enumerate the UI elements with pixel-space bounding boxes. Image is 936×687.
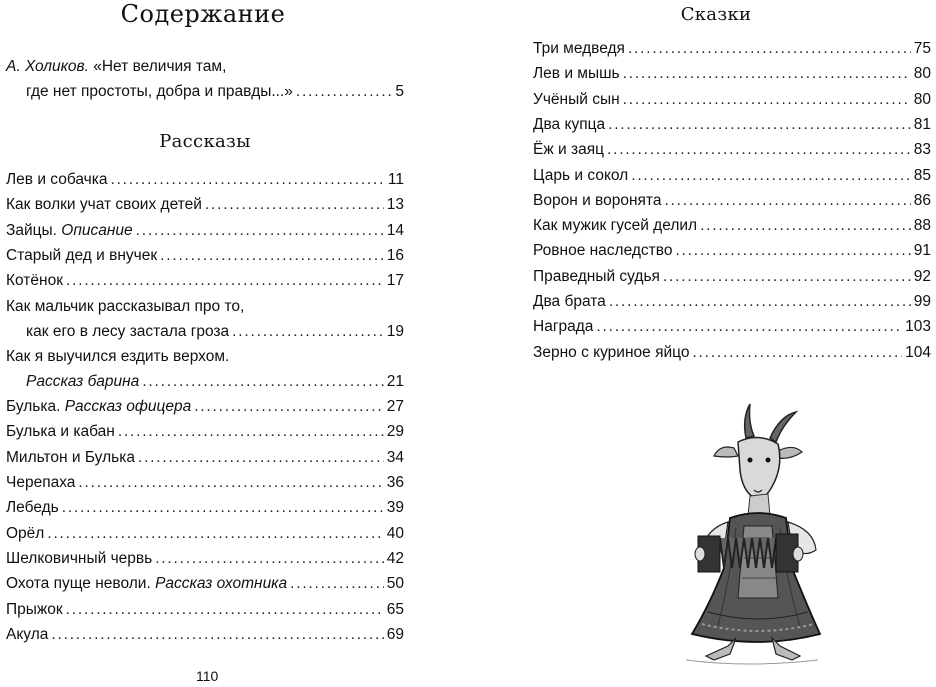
page-ref: 86 (913, 191, 931, 209)
page-ref: 104 (905, 343, 931, 361)
page-ref: 81 (913, 115, 931, 133)
toc-entry-title (533, 317, 593, 337)
page-ref: 21 (386, 372, 404, 390)
leader-dots (290, 574, 384, 594)
page-ref: 103 (905, 318, 931, 336)
toc-entry-text: Шелковичный червь (6, 549, 153, 567)
toc-entry[interactable] (6, 524, 404, 544)
page-ref: 19 (386, 322, 404, 340)
page-ref: 42 (386, 549, 404, 567)
leader-dots (692, 343, 902, 363)
preface-line-2[interactable] (6, 82, 404, 102)
toc-entry[interactable] (6, 549, 404, 569)
toc-entry-text: Учёный сын (533, 90, 620, 108)
toc-entry[interactable] (533, 64, 931, 84)
toc-entry-title (6, 524, 44, 544)
toc-entry[interactable] (6, 448, 404, 468)
toc-entry-text: Мильтон и Булька (6, 448, 135, 466)
toc-entry-title (533, 292, 606, 312)
toc-entry-text: Награда (533, 318, 594, 336)
toc-entry-text: Прыжок (6, 600, 63, 618)
toc-entry-text: Лев и мышь (533, 65, 620, 83)
toc-entry-title (533, 166, 628, 186)
toc-entry-title (533, 241, 672, 261)
page-ref: 83 (913, 141, 931, 159)
toc-entry-text: Как мужик гусей делил (533, 217, 698, 235)
goat-with-accordion-illustration (658, 398, 838, 668)
leader-dots (663, 267, 911, 287)
page-ref: 5 (395, 83, 404, 100)
toc-entry[interactable] (6, 600, 404, 620)
page-ref: 14 (386, 221, 404, 239)
page-ref: 27 (386, 398, 404, 416)
leader-dots (232, 322, 384, 342)
toc-entry-subtitle: Рассказ барина (26, 372, 140, 390)
toc-entry-text: Лебедь (6, 499, 59, 517)
leader-dots (66, 600, 384, 620)
toc-entry[interactable] (533, 140, 931, 160)
page-ref: 99 (913, 293, 931, 310)
toc-entry-title (6, 271, 63, 291)
page-ref: 17 (386, 272, 404, 290)
toc-entry-title (533, 140, 604, 160)
toc-entry[interactable] (533, 191, 931, 211)
page-title: Содержание (120, 0, 286, 28)
toc-entry[interactable] (6, 195, 404, 215)
page-ref: 80 (913, 90, 931, 108)
toc-entry[interactable] (533, 166, 931, 186)
leader-dots (296, 82, 392, 102)
page-ref: 65 (386, 600, 404, 618)
page-ref: 16 (386, 246, 404, 264)
preface-author: А. Холиков. (6, 58, 89, 75)
toc-entry-title (533, 216, 697, 236)
page-ref: 75 (913, 40, 931, 57)
leader-dots (205, 195, 384, 215)
leader-dots (118, 422, 384, 442)
leader-dots (51, 625, 383, 645)
leader-dots (194, 397, 384, 417)
toc-entry-text: Булька. (6, 398, 65, 416)
toc-entry[interactable] (6, 574, 404, 594)
toc-entry[interactable] (6, 498, 404, 518)
section-title-tales: Сказки (680, 4, 752, 25)
toc-entry-text: Лев и собачка (6, 171, 108, 188)
toc-entry-title (6, 322, 229, 342)
toc-entry[interactable] (533, 317, 931, 337)
toc-entry-title (533, 267, 660, 287)
toc-entry-title (533, 39, 625, 59)
leader-dots (78, 473, 383, 493)
section-title-stories: Рассказы (159, 131, 251, 152)
toc-entry-text: Ровное наследство (533, 242, 673, 260)
toc-entry-title (6, 397, 191, 417)
leader-dots (160, 246, 384, 266)
leader-dots (607, 140, 911, 160)
toc-entry-subtitle: Рассказ охотника (155, 575, 288, 593)
page-ref: 39 (386, 499, 404, 517)
toc-entry[interactable] (6, 422, 404, 442)
toc-entry[interactable] (6, 397, 404, 417)
preface-quote-start: «Нет величия там, (88, 58, 227, 75)
leader-dots (623, 64, 911, 84)
toc-entry-text: Старый дед и внучек (6, 246, 158, 264)
page-ref: 80 (913, 65, 931, 83)
leader-dots (609, 292, 911, 312)
toc-entry[interactable] (6, 221, 404, 241)
toc-entry-text: Орёл (6, 524, 45, 542)
toc-entry[interactable] (533, 267, 931, 287)
page-ref: 29 (386, 423, 404, 441)
toc-entry-title (6, 625, 48, 645)
toc-entry[interactable] (533, 241, 931, 261)
leader-dots (155, 549, 384, 569)
toc-entry-title (533, 191, 661, 211)
toc-entry-continuation: как его в лесу застала гроза (26, 322, 230, 340)
leader-dots (47, 524, 383, 544)
page-ref: 11 (387, 171, 404, 188)
toc-entry-line: Как мальчик рассказывал про то, (6, 297, 245, 315)
leader-dots (700, 216, 911, 236)
leader-dots (623, 90, 911, 110)
toc-entry-title (6, 372, 139, 392)
toc-entry[interactable] (533, 39, 931, 59)
toc-entry-title (6, 170, 107, 190)
preface-quote-end: где нет простоты, добра и правды...» (26, 83, 293, 100)
toc-entry-text: Три медведя (533, 40, 625, 57)
leader-dots (628, 39, 911, 59)
page-ref: 34 (386, 448, 404, 466)
page-ref: 36 (386, 474, 404, 491)
toc-entry-title (6, 448, 135, 468)
toc-entry-title (533, 115, 605, 135)
toc-entry-text: Черепаха (6, 474, 76, 491)
preface-line-1 (6, 57, 226, 77)
toc-entry-text: Два купца (533, 115, 606, 133)
toc-entry-title (533, 343, 689, 363)
toc-entry[interactable] (6, 170, 404, 190)
toc-entry[interactable] (533, 292, 931, 312)
toc-entry-title (533, 64, 620, 84)
page-ref: 40 (386, 524, 404, 542)
page-ref: 13 (386, 196, 404, 214)
toc-entry-text: Акула (6, 625, 49, 643)
toc-entry-subtitle: Описание (61, 221, 133, 239)
toc-entry-title (6, 195, 202, 215)
toc-entry-title (533, 90, 620, 110)
leader-dots (664, 191, 910, 211)
toc-entry[interactable] (533, 343, 931, 363)
toc-entry[interactable] (6, 271, 404, 291)
page-ref: 85 (913, 166, 931, 184)
toc-entry-text: Булька и кабан (6, 423, 115, 441)
toc-entry-text: Ворон и воронята (533, 191, 662, 209)
toc-entry-title (6, 574, 287, 594)
leader-dots (596, 317, 902, 337)
page-ref: 88 (913, 217, 931, 235)
toc-entry-title (6, 422, 115, 442)
toc-entry-title (6, 549, 152, 569)
toc-entry-title (6, 246, 157, 266)
toc-entry-title (6, 498, 59, 518)
toc-entry[interactable] (6, 473, 404, 493)
page-ref: 92 (913, 267, 931, 285)
toc-entry-text: Котёнок (6, 272, 63, 290)
leader-dots (138, 448, 384, 468)
page-number: 110 (196, 668, 219, 684)
toc-entry[interactable] (6, 625, 404, 645)
leader-dots (62, 498, 384, 518)
toc-entry-text: Охота пуще неволи. (6, 575, 156, 593)
toc-entry[interactable] (6, 372, 404, 392)
toc-entry[interactable] (533, 115, 931, 135)
page-ref: 50 (386, 575, 404, 593)
toc-entry[interactable] (6, 246, 404, 266)
toc-entry-subtitle: Рассказ офицера (64, 398, 192, 416)
toc-entry-text: Два брата (533, 293, 606, 310)
leader-dots (608, 115, 911, 135)
toc-entry-text: Зерно с куриное яйцо (533, 343, 690, 361)
toc-entry-line: Как я выучился ездить верхом. (6, 347, 230, 365)
toc-entry[interactable] (533, 216, 931, 236)
page-ref: 69 (386, 625, 404, 643)
toc-entry-text: Зайцы. (6, 221, 62, 239)
toc-entry[interactable] (6, 322, 404, 342)
leader-dots (142, 372, 383, 392)
toc-entry-text: Праведный судья (533, 267, 660, 285)
toc-entry-title (6, 473, 75, 493)
toc-entry-text: Ёж и заяц (533, 141, 604, 159)
toc-entry[interactable] (533, 90, 931, 110)
page-ref: 91 (913, 242, 931, 260)
leader-dots (136, 221, 384, 241)
leader-dots (110, 170, 384, 190)
toc-entry-title (6, 600, 63, 620)
leader-dots (675, 241, 910, 261)
leader-dots (631, 166, 911, 186)
toc-entry-title (6, 221, 133, 241)
leader-dots (66, 271, 384, 291)
toc-entry-text: Царь и сокол (533, 166, 629, 184)
toc-entry-text: Как волки учат своих детей (6, 196, 202, 214)
